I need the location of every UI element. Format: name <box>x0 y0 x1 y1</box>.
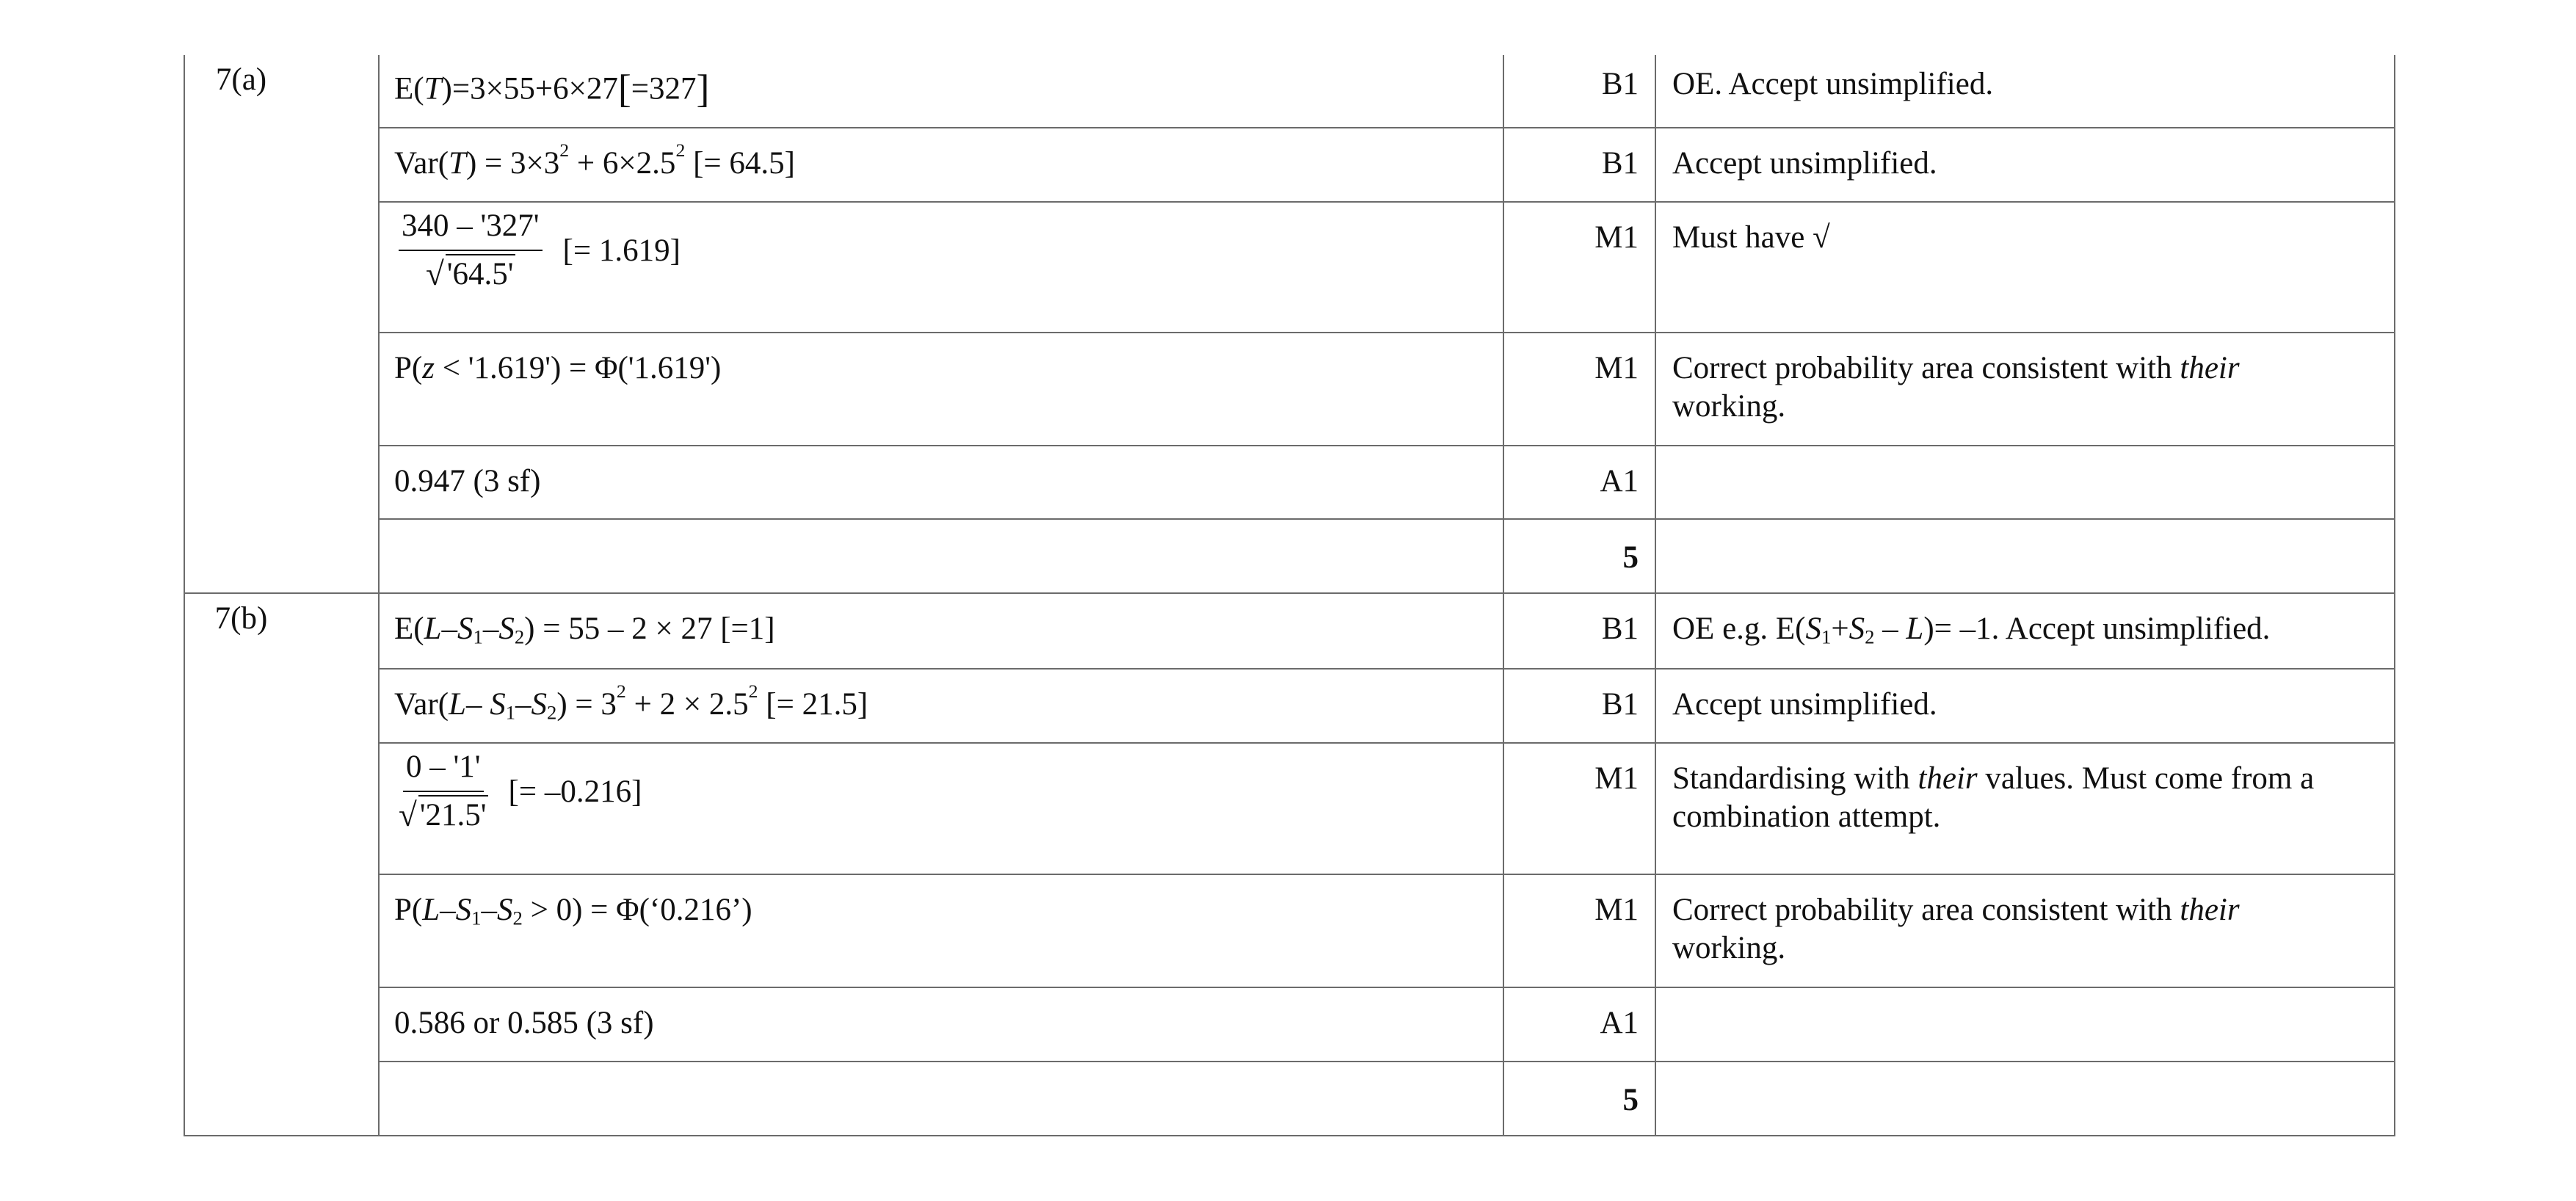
mark-code: A1 <box>1600 464 1639 498</box>
guidance-cell <box>1655 333 2395 446</box>
mark-cell <box>1503 55 1655 128</box>
working-cell <box>379 55 1503 128</box>
mark-cell <box>1503 333 1655 446</box>
guidance-cell <box>1655 446 2395 519</box>
total-marks: 5 <box>1503 1062 1655 1136</box>
fraction-result: [= 1.619] <box>562 233 681 268</box>
guidance-cell <box>1655 874 2395 987</box>
working-cell <box>379 1062 1503 1136</box>
mark-cell <box>1503 128 1655 202</box>
working-text: $E(L-S_1-S_2) = 55 - 2 \times 27$ [=1] <box>394 612 775 648</box>
question-number: 7(b) <box>214 601 268 636</box>
working-cell <box>379 446 1503 519</box>
mark-code: B1 <box>1601 67 1639 101</box>
working-cell <box>379 874 1503 987</box>
guidance-cell <box>1655 669 2395 743</box>
table-row <box>184 128 2395 202</box>
guidance-cell <box>1655 987 2395 1062</box>
fraction-denominator: √ '64.5' <box>426 251 515 294</box>
question-number-cell <box>184 55 379 593</box>
working-text: P(z < '1.619') = Φ('1.619') <box>394 351 722 385</box>
table-row <box>184 1062 2395 1136</box>
guidance-text: Must have √ <box>1672 220 1830 255</box>
working-cell <box>379 202 1503 333</box>
table-row <box>184 55 2395 128</box>
table-row <box>184 987 2395 1062</box>
mark-cell <box>1503 874 1655 987</box>
mark-cell <box>1503 593 1655 669</box>
table-row <box>184 519 2395 593</box>
mark-code: B1 <box>1601 687 1639 722</box>
table-row <box>184 669 2395 743</box>
guidance-text: Correct probability area consistent with their working. <box>1672 893 2240 966</box>
working-text: 0.947 (3 sf) <box>394 464 541 498</box>
mark-code: M1 <box>1594 351 1639 385</box>
mark-scheme-table <box>184 55 2395 1136</box>
mark-code: B1 <box>1601 612 1639 646</box>
table-row <box>184 446 2395 519</box>
guidance-text <box>1672 446 2378 462</box>
mark-cell <box>1503 669 1655 743</box>
working-cell <box>379 333 1503 446</box>
guidance-cell <box>1655 519 2395 593</box>
mark-cell <box>1503 743 1655 874</box>
total-marks: 5 <box>1503 519 1655 593</box>
guidance-text: Standardising with their values. Must come from a combination attempt. <box>1672 761 2315 835</box>
mark-code: B1 <box>1601 146 1639 181</box>
guidance-text <box>1672 988 2378 1004</box>
square-root-icon: √ <box>399 797 417 834</box>
guidance-text: Accept unsimplified. <box>1672 146 1937 181</box>
guidance-cell <box>1655 593 2395 669</box>
mark-cell <box>1503 446 1655 519</box>
table-row <box>184 202 2395 333</box>
fraction-numerator: 340 – '327' <box>399 207 543 251</box>
mark-code: M1 <box>1594 220 1639 255</box>
working-text: $P(L-S_1-S_2 > 0)$ = Φ(‘0.216’) <box>394 893 752 929</box>
table-row <box>184 743 2395 874</box>
working-cell <box>379 669 1503 743</box>
guidance-text: Correct probability area consistent with their working. <box>1672 351 2240 424</box>
standardising-expression <box>394 748 642 836</box>
guidance-cell <box>1655 202 2395 333</box>
working-cell <box>379 987 1503 1062</box>
square-root-icon: √ <box>425 255 444 293</box>
working-cell <box>379 743 1503 874</box>
question-number: 7(a) <box>215 62 267 97</box>
working-text: E(T)=3×55+6×27[=327] <box>394 67 710 111</box>
guidance-cell <box>1655 1062 2395 1136</box>
mark-cell <box>1503 202 1655 333</box>
guidance-text: OE. Accept unsimplified. <box>1672 67 1994 101</box>
working-text: 0.586 or 0.585 (3 sf) <box>394 1006 654 1040</box>
fraction <box>394 748 493 836</box>
table-row <box>184 874 2395 987</box>
fraction-result: [= –0.216] <box>508 774 642 809</box>
working-text: $Var(T) = 3\times 3^2 + 6\times 2.5^2$ [= 64.5] <box>394 139 795 181</box>
question-number-cell <box>184 593 379 1136</box>
mark-code: A1 <box>1600 1006 1639 1040</box>
standardising-expression <box>394 207 681 295</box>
guidance-text: Accept unsimplified. <box>1672 687 1937 722</box>
guidance-cell <box>1655 128 2395 202</box>
mark-code: M1 <box>1594 761 1639 796</box>
working-text: Var(L– $S_1-S_2) = 3^2 + 2 \times 2.5^2$ [= 21.5] <box>394 680 868 724</box>
mark-code: M1 <box>1594 893 1639 927</box>
working-cell <box>379 519 1503 593</box>
working-cell <box>379 128 1503 202</box>
guidance-cell <box>1655 55 2395 128</box>
mark-cell <box>1503 987 1655 1062</box>
table-row <box>184 593 2395 669</box>
fraction-numerator: 0 – '1' <box>403 748 484 792</box>
fraction <box>394 207 547 295</box>
working-cell <box>379 593 1503 669</box>
fraction-denominator: √ '21.5' <box>399 792 488 835</box>
table-row <box>184 333 2395 446</box>
guidance-cell <box>1655 743 2395 874</box>
guidance-text: OE e.g. $E(S_1+S_2 - L)= -1$. Accept unsimplified. <box>1672 612 2271 648</box>
